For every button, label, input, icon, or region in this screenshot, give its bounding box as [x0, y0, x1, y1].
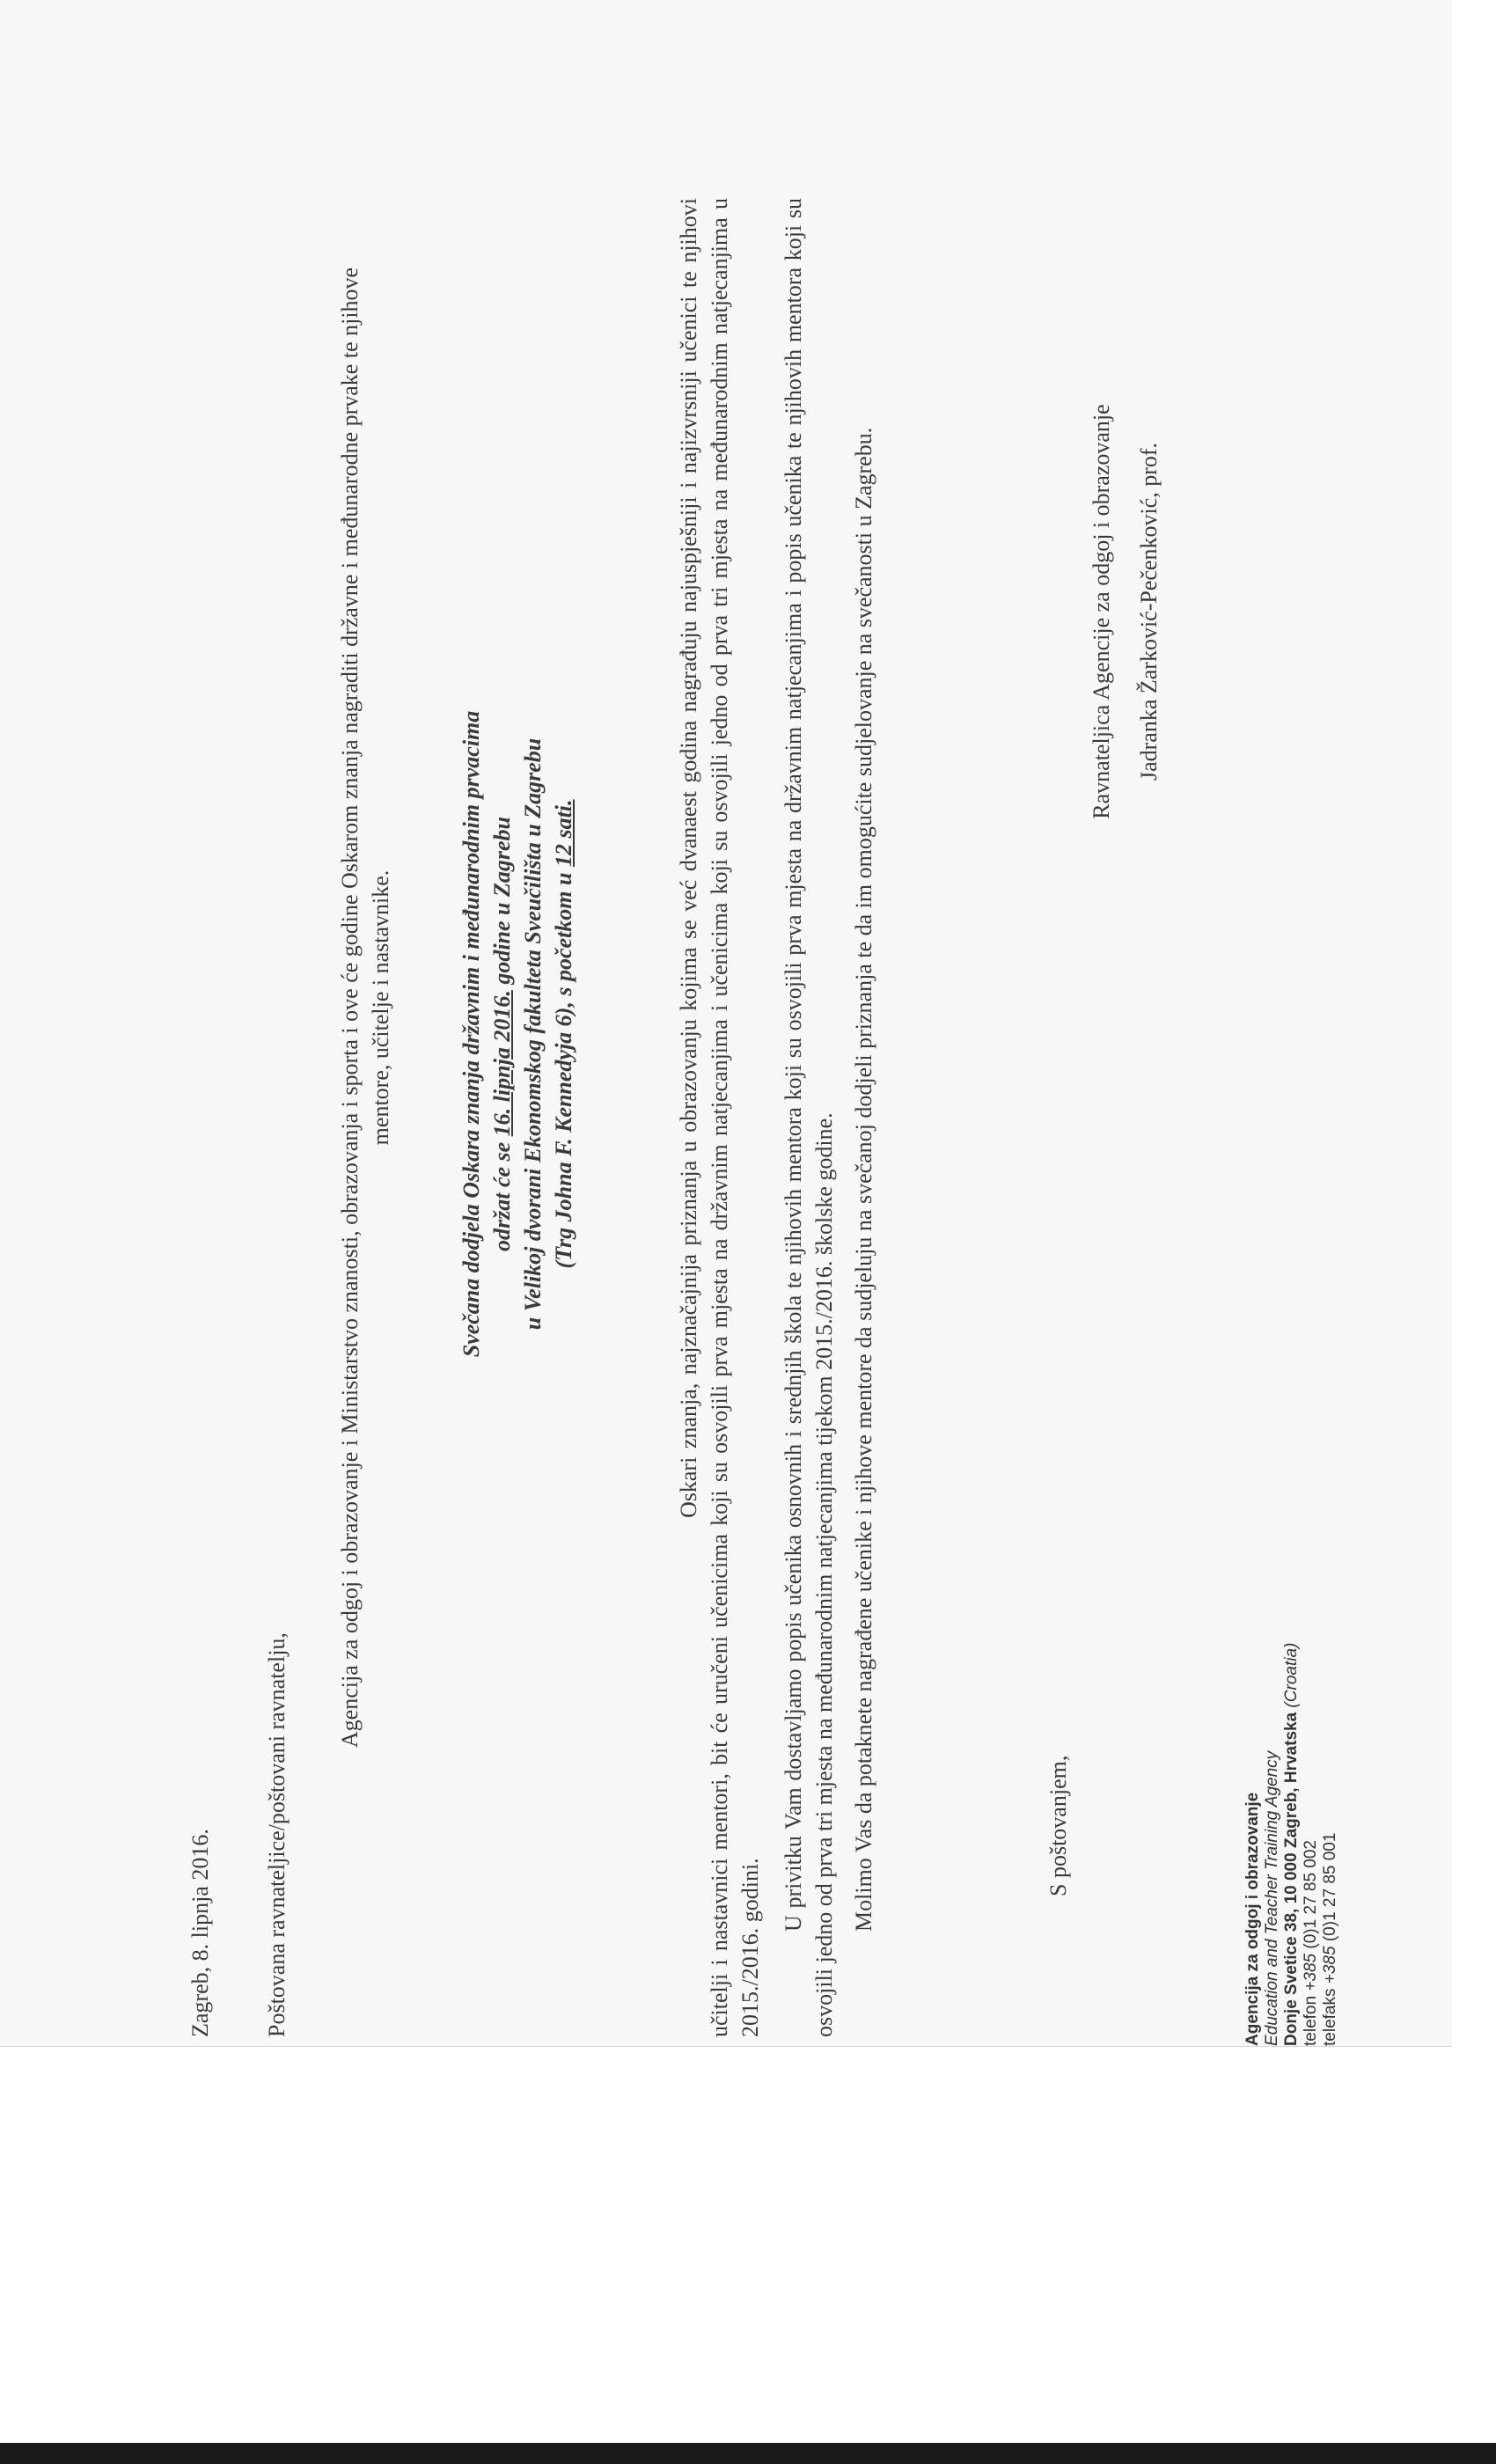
event-line-2-pre: održat će se: [489, 1136, 515, 1252]
date-text: Zagreb, 8. lipnja 2016.: [187, 1829, 213, 2037]
footer-org: Agencija za odgoj i obrazovanje: [1243, 1792, 1262, 2046]
footer-org-en: Education and Teacher Training Agency: [1263, 1750, 1281, 2046]
event-line-2: [487, 286, 517, 1782]
intro-text: Agencija za odgoj i obrazovanje i Ministarstvo znanosti, obrazovanja i sporta i ove će godine Oskarom znanja nagraditi državne i međunarodne prvake te njihove mentore, učitelje i nastavnike.: [337, 267, 393, 1749]
event-announcement: [456, 286, 579, 1782]
event-date: 16. lipnja 2016.: [489, 990, 515, 1137]
signature-name: Jadranka Žarković-Pečenković, prof.: [1136, 442, 1162, 781]
salutation-text: Poštovana ravnateljice/poštovani ravnatelju,: [264, 1632, 290, 2037]
signature-block: [1078, 277, 1173, 946]
closing: [1043, 57, 1074, 1896]
event-line-4-pre: (Trg Johna F. Kennedyja 6), s početkom u: [551, 867, 576, 1269]
scanner-edge: [0, 2443, 1496, 2464]
footer-address-line: [1282, 1430, 1302, 2046]
event-line-2-post: godine u Zagrebu: [489, 816, 515, 991]
paragraph-privitak: U privitku Vam dostavljamo popis učenika osnovnih i srednjih škola te njihovih mentora koji su osvojili prva mjesta na državnim natjecanjima i popis učenika te njihovih mentora koji su osvojili jedno od prva tri mjesta na međunarodnim natjecanjima tijekom 2015./2016. školske godine.: [781, 198, 837, 2037]
footer-phone-label: telefon: [1302, 1995, 1320, 2046]
footer-fax-line: [1321, 1430, 1340, 2046]
footer-phone: (0)1 27 85 002: [1302, 1840, 1320, 1949]
closing-text: S poštovanjem,: [1045, 1755, 1071, 1896]
footer-fax: (0)1 27 85 001: [1321, 1832, 1339, 1942]
paragraph-molimo: Molimo Vas da potaknete nagrađene učenike i njihove mentore da sudjeluju na svečanoj dodjeli priznanja te da im omogućite sudjelovanje na svečanosti u Zagrebu.: [851, 427, 876, 1932]
footer-country: (Croatia): [1282, 1642, 1301, 1708]
event-line-4: [548, 286, 579, 1782]
footer-fax-label: telefaks: [1321, 1988, 1339, 2046]
paragraph-oskari: Oskari znanja, najznačajnija priznanja u obrazovanju kojima se već dvanaest godina nagrađuju najuspješniji i najizvrsniji učenici te njihovi učitelji i nastavnici mentori, bit će uručeni učenicima koji su osvojili prva mjesta na državnim natjecanjima i učenicima koji su osvojili jedno od prva tri mjesta na međunarodnim natjecanjima u 2015./2016. godini.: [676, 198, 763, 2037]
letter-body: [176, 154, 1339, 2046]
footer-fax-code: +385: [1321, 1946, 1339, 1984]
footer-phone-code: +385: [1302, 1953, 1320, 1991]
footer-phone-line: [1302, 1430, 1321, 2046]
date-line: [185, 198, 216, 2037]
event-line-3: u Velikoj dvorani Ekonomskog fakulteta Sveučilišta u Zagrebu: [520, 737, 546, 1331]
footer-address: Donje Svetice 38, 10 000 Zagreb, Hrvatska: [1282, 1712, 1301, 2046]
signature-title: Ravnateljica Agencije za odgoj i obrazovanje: [1089, 404, 1114, 819]
salutation: [261, 198, 292, 2037]
footer-contact: [1243, 1430, 1340, 2046]
body-paragraphs: [673, 198, 879, 2037]
event-line-1: Svečana dodjela Oskara znanja državnim i međunarodnim prvacima: [458, 710, 484, 1358]
event-time: 12 sati.: [551, 799, 576, 868]
intro-paragraph: [334, 260, 396, 1756]
